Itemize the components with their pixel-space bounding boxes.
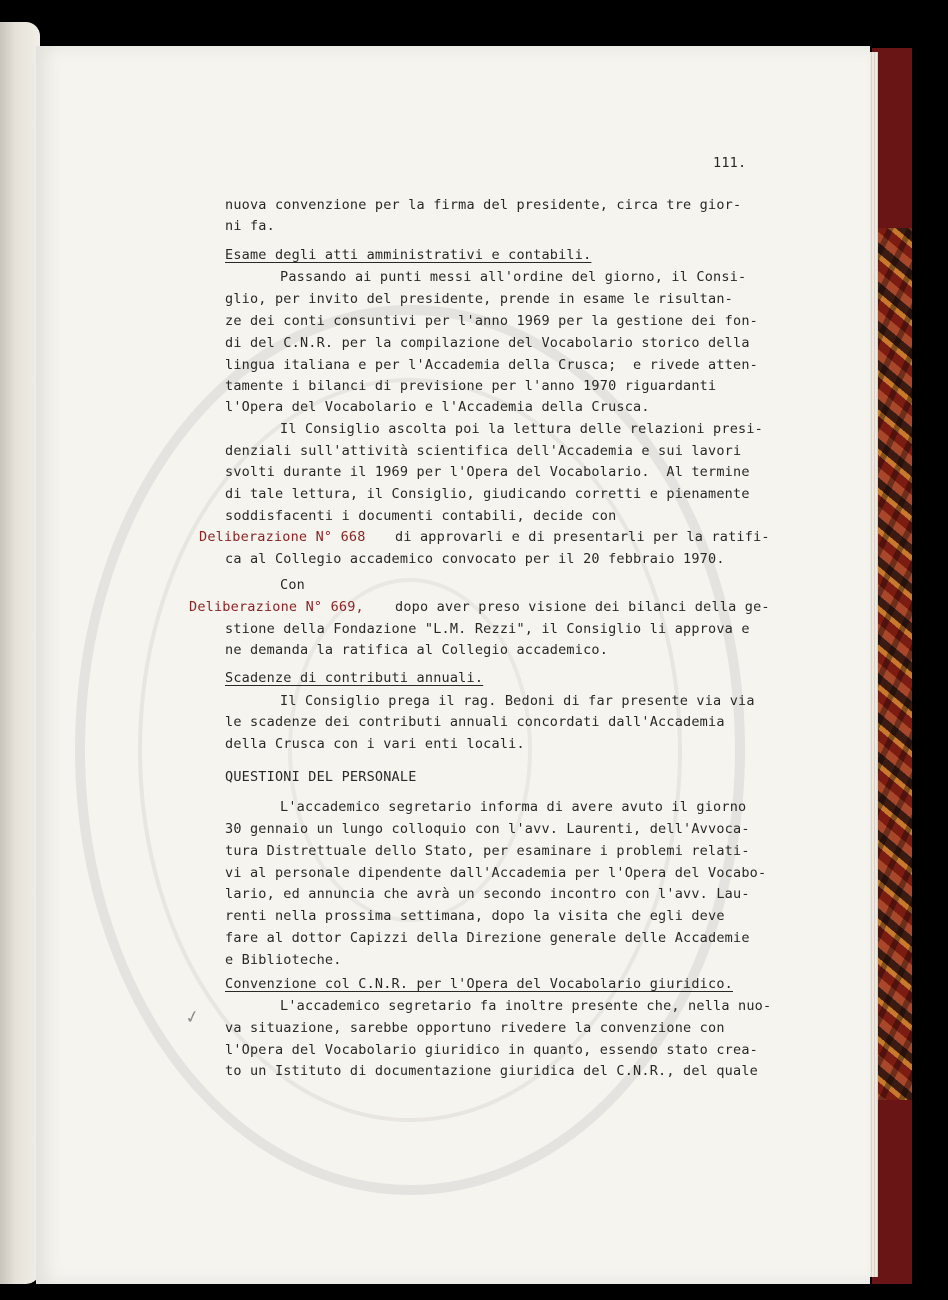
text-line: va situazione, sarebbe opportuno rivedere la convenzione con	[225, 1020, 725, 1036]
text-line: ze dei conti consuntivi per l'anno 1969 per la gestione dei fon-	[225, 313, 758, 329]
pencil-checkmark-icon: ✓	[183, 1003, 201, 1029]
text-line: della Crusca con i vari enti locali.	[225, 736, 525, 752]
page-number: 111.	[713, 155, 747, 171]
marbled-cover	[872, 48, 912, 1284]
text-line: svolti durante il 1969 per l'Opera del Vocabolario. Al termine	[225, 464, 750, 480]
text-line: stione della Fondazione "L.M. Rezzi", il Consiglio li approva e	[225, 621, 750, 637]
text-line: renti nella prossima settimana, dopo la visita che egli deve	[225, 908, 725, 924]
text-line: glio, per invito del presidente, prende in esame le risultan-	[225, 291, 733, 307]
section-heading: Esame degli atti amministrativi e contabili.	[225, 247, 592, 263]
text-line: 30 gennaio un lungo colloquio con l'avv. Laurenti, dell'Avvoca-	[225, 821, 750, 837]
text-line: di del C.N.R. per la compilazione del Vocabolario storico della	[225, 335, 750, 351]
text-line: fare al dottor Capizzi della Direzione generale delle Accademie	[225, 930, 750, 946]
text-line: Con	[280, 577, 305, 593]
cover-leather-top	[872, 48, 912, 228]
text-line: vi al personale dipendente dall'Accademia per l'Opera del Vocabo-	[225, 865, 767, 881]
text-line: lario, ed annuncia che avrà un secondo incontro con l'avv. Lau-	[225, 886, 750, 902]
text-line: Il Consiglio prega il rag. Bedoni di far presente via via	[280, 693, 755, 709]
margin-deliberation-668: Deliberazione N° 668	[199, 529, 366, 545]
text-line: ne demanda la ratifica al Collegio accademico.	[225, 642, 609, 658]
text-line: l'Opera del Vocabolario e l'Accademia della Crusca.	[225, 399, 650, 415]
margin-deliberation-669: Deliberazione N° 669,	[189, 599, 364, 615]
text-line: Il Consiglio ascolta poi la lettura delle relazioni presi-	[280, 421, 764, 437]
text-line: e Biblioteche.	[225, 952, 342, 968]
cover-leather-bottom	[872, 1100, 912, 1284]
text-line: soddisfacenti i documenti contabili, decide con	[225, 508, 617, 524]
text-line: le scadenze dei contributi annuali concordati dall'Accademia	[225, 714, 725, 730]
section-heading-caps: QUESTIONI DEL PERSONALE	[225, 769, 417, 785]
text-line: l'Opera del Vocabolario giuridico in quanto, essendo stato crea-	[225, 1042, 758, 1058]
section-heading: Convenzione col C.N.R. per l'Opera del Vocabolario giuridico.	[225, 976, 733, 992]
text-line: Passando ai punti messi all'ordine del giorno, il Consi-	[280, 269, 747, 285]
text-line: ni fa.	[225, 218, 275, 234]
text-line: L'accademico segretario fa inoltre presente che, nella nuo-	[280, 998, 772, 1014]
text-line: tura Distrettuale dello Stato, per esaminare i problemi relati-	[225, 843, 750, 859]
text-line: denziali sull'attività scientifica dell'Accademia e sui lavori	[225, 443, 742, 459]
text-line: to un Istituto di documentazione giuridica del C.N.R., del quale	[225, 1063, 758, 1079]
text-line: di tale lettura, il Consiglio, giudicando corretti e pienamente	[225, 486, 750, 502]
text-line: tamente i bilanci di previsione per l'anno 1970 riguardanti	[225, 378, 717, 394]
text-line: di approvarli e di presentarli per la ratifi-	[395, 529, 770, 545]
text-line: dopo aver preso visione dei bilanci della ge-	[395, 599, 770, 615]
section-heading: Scadenze di contributi annuali.	[225, 670, 484, 686]
text-line: L'accademico segretario informa di avere avuto il giorno	[280, 799, 747, 815]
text-line: ca al Collegio accademico convocato per il 20 febbraio 1970.	[225, 551, 725, 567]
document-page	[36, 46, 870, 1284]
text-line: nuova convenzione per la firma del presidente, circa tre gior-	[225, 197, 742, 213]
text-line: lingua italiana e per l'Accademia della Crusca; e rivede atten-	[225, 357, 758, 373]
previous-page-edge	[0, 22, 40, 1284]
